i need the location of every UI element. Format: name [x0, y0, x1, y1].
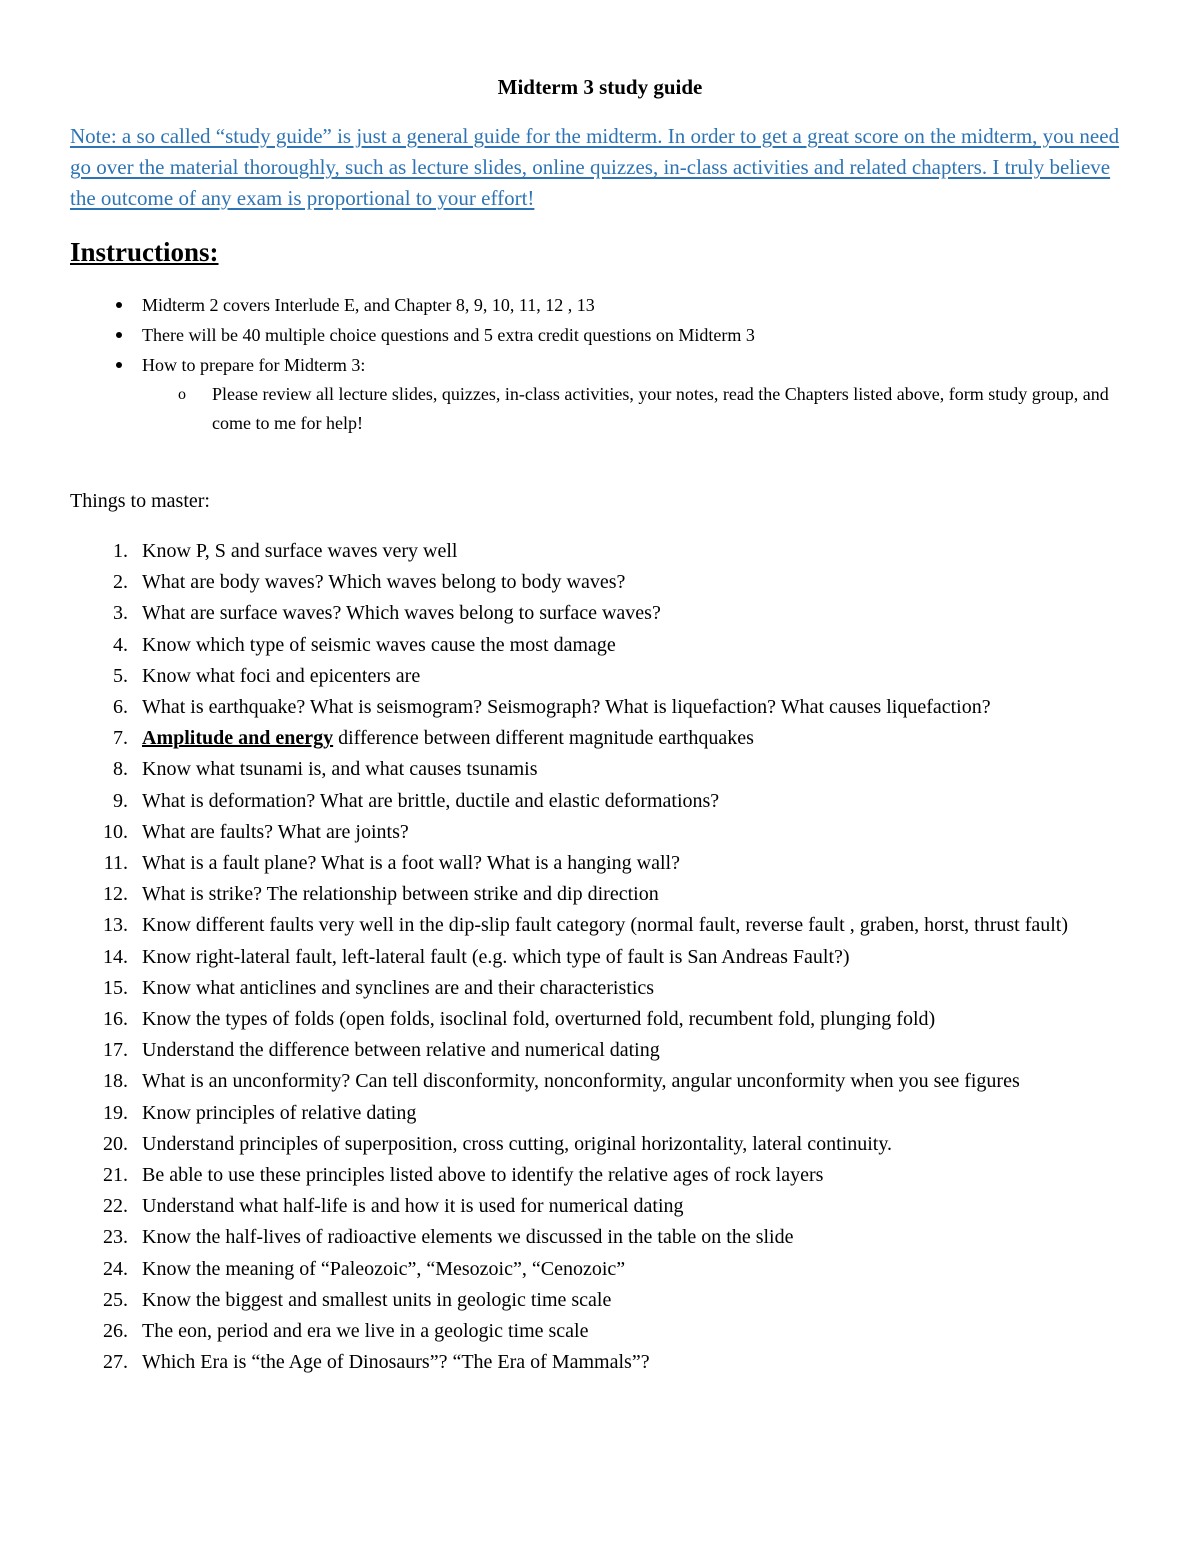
list-item — [70, 1066, 1150, 1097]
list-item-number: 21. — [103, 1164, 128, 1187]
list-item-text: Understand the difference between relative and numerical dating — [142, 1039, 660, 1062]
bullet-icon — [116, 332, 122, 338]
list-item-text: What are body waves? Which waves belong to body waves? — [142, 571, 626, 594]
list-item-number: 9. — [113, 789, 128, 812]
list-item-text: Know the half-lives of radioactive elements we discussed in the table on the slide — [142, 1226, 794, 1249]
list-item — [70, 661, 1150, 692]
list-item-number: 10. — [103, 820, 128, 843]
list-item-text: What is a fault plane? What is a foot wall? What is a hanging wall? — [142, 852, 680, 875]
list-item — [70, 1129, 1150, 1160]
list-item-text: Know the types of folds (open folds, isoclinal fold, overturned fold, recumbent fold, plunging fold) — [142, 1008, 936, 1031]
list-item-text: What are surface waves? Which waves belong to surface waves? — [142, 602, 661, 625]
things-to-master-label: Things to master: — [70, 490, 210, 512]
list-item-text: What is earthquake? What is seismogram? Seismograph? What is liquefaction? What causes liquefaction? — [142, 696, 991, 719]
list-item — [70, 973, 1150, 1004]
list-item-number: 23. — [103, 1226, 128, 1249]
list-item-text: Know principles of relative dating — [142, 1101, 417, 1124]
list-item-number: 11. — [103, 852, 128, 875]
list-item-text: Understand principles of superposition, cross cutting, original horizontality, lateral continuity. — [142, 1132, 893, 1155]
list-item-number: 24. — [103, 1257, 128, 1280]
list-item-number: 15. — [103, 976, 128, 999]
list-item-number: 8. — [113, 758, 128, 781]
note-paragraph: Note: a so called “study guide” is just a general guide for the midterm. In order to get a great score on the midterm, you need go over the material thoroughly, such as lecture slides, online quizzes, in-class activities and related chapters. I truly believe the outcome of any exam is proportional to your effort! — [70, 124, 1120, 210]
list-item-text: What are faults? What are joints? — [142, 820, 409, 843]
list-item-number: 3. — [113, 602, 128, 625]
list-item — [70, 786, 1150, 817]
instructions-heading: Instructions: — [70, 237, 219, 267]
list-item-number: 18. — [103, 1070, 128, 1093]
list-item-number: 16. — [103, 1008, 128, 1031]
sub-bullet-icon: o — [178, 386, 186, 403]
list-item — [70, 1347, 1150, 1378]
list-item-number: 5. — [113, 664, 128, 687]
list-item — [70, 848, 1150, 879]
list-item-text: What is strike? The relationship between strike and dip direction — [142, 883, 659, 906]
list-item — [70, 817, 1150, 848]
list-item-text: Know what anticlines and synclines are and their characteristics — [142, 976, 655, 999]
list-item — [70, 1316, 1150, 1347]
things-to-master-list — [70, 536, 1150, 1378]
list-item — [70, 1254, 1150, 1285]
instruction-text: There will be 40 multiple choice questions and 5 extra credit questions on Midterm 3 — [142, 325, 755, 345]
list-item-number: 17. — [103, 1039, 128, 1062]
list-item-text: Know right-lateral fault, left-lateral fault (e.g. which type of fault is San Andreas Fault?) — [142, 945, 850, 968]
list-item — [70, 567, 1150, 598]
list-item-text: difference between different magnitude earthquakes — [333, 727, 754, 750]
list-item-emphasis: Amplitude and energy — [142, 727, 334, 750]
list-item — [70, 1285, 1150, 1316]
list-item-text: Understand what half-life is and how it is used for numerical dating — [142, 1195, 684, 1218]
list-item-number: 13. — [103, 914, 128, 937]
list-item-number: 14. — [103, 945, 128, 968]
list-item-text: Which Era is “the Age of Dinosaurs”? “The Era of Mammals”? — [142, 1351, 650, 1374]
list-item-number: 12. — [103, 883, 128, 906]
instruction-text: How to prepare for Midterm 3: — [142, 355, 366, 375]
list-item-number: 2. — [113, 571, 128, 594]
page-title: Midterm 3 study guide — [497, 75, 703, 99]
list-item — [70, 1160, 1150, 1191]
list-item-text: Be able to use these principles listed above to identify the relative ages of rock layers — [142, 1164, 824, 1187]
list-item-number: 4. — [113, 633, 128, 656]
instruction-text: Midterm 2 covers Interlude E, and Chapter 8, 9, 10, 11, 12 , 13 — [142, 295, 595, 315]
list-item-text: Know what foci and epicenters are — [142, 664, 421, 687]
list-item — [70, 1222, 1150, 1253]
instruction-item — [70, 320, 1150, 350]
list-item-number: 1. — [113, 540, 128, 562]
list-item — [70, 1035, 1150, 1066]
list-item — [70, 1098, 1150, 1129]
list-item — [70, 910, 1150, 941]
list-item — [70, 692, 1150, 723]
instruction-item — [70, 290, 1150, 320]
list-item-number: 7. — [113, 727, 128, 750]
instruction-item — [70, 350, 1150, 380]
instructions-list — [70, 290, 1150, 438]
list-item-number: 22. — [103, 1195, 128, 1218]
list-item-text: What is an unconformity? Can tell disconformity, nonconformity, angular unconformity when you see figures — [142, 1070, 1020, 1093]
list-item-text: Know what tsunami is, and what causes tsunamis — [142, 758, 538, 781]
list-item-text: Know P, S and surface waves very well — [142, 540, 458, 562]
bullet-icon — [116, 362, 122, 368]
list-item-number: 25. — [103, 1288, 128, 1311]
instruction-subtext: Please review all lecture slides, quizzes, in-class activities, your notes, read the Chapters listed above, form study group, and come to me for help! — [212, 384, 1109, 433]
list-item — [70, 942, 1150, 973]
list-item-text: Know different faults very well in the dip-slip fault category (normal fault, reverse fault , graben, horst, thrust fault) — [142, 914, 1069, 937]
list-item — [70, 754, 1150, 785]
list-item-text: Know which type of seismic waves cause the most damage — [142, 633, 616, 656]
list-item-number: 26. — [103, 1320, 128, 1343]
list-item-text: Know the meaning of “Paleozoic”, “Mesozoic”, “Cenozoic” — [142, 1257, 626, 1280]
list-item-number: 19. — [103, 1101, 128, 1124]
list-item — [70, 536, 1150, 567]
list-item — [70, 1191, 1150, 1222]
list-item — [70, 879, 1150, 910]
list-item — [70, 1004, 1150, 1035]
instruction-subitem — [70, 380, 1150, 438]
list-item-text: The eon, period and era we live in a geologic time scale — [142, 1320, 589, 1343]
list-item — [70, 630, 1150, 661]
list-item-number: 20. — [103, 1132, 128, 1155]
list-item-number: 6. — [113, 696, 128, 719]
list-item-text: Know the biggest and smallest units in geologic time scale — [142, 1288, 612, 1311]
bullet-icon — [116, 302, 122, 308]
list-item-text: What is deformation? What are brittle, ductile and elastic deformations? — [142, 789, 720, 812]
list-item — [70, 723, 1150, 754]
list-item-number: 27. — [103, 1351, 128, 1374]
list-item — [70, 598, 1150, 629]
